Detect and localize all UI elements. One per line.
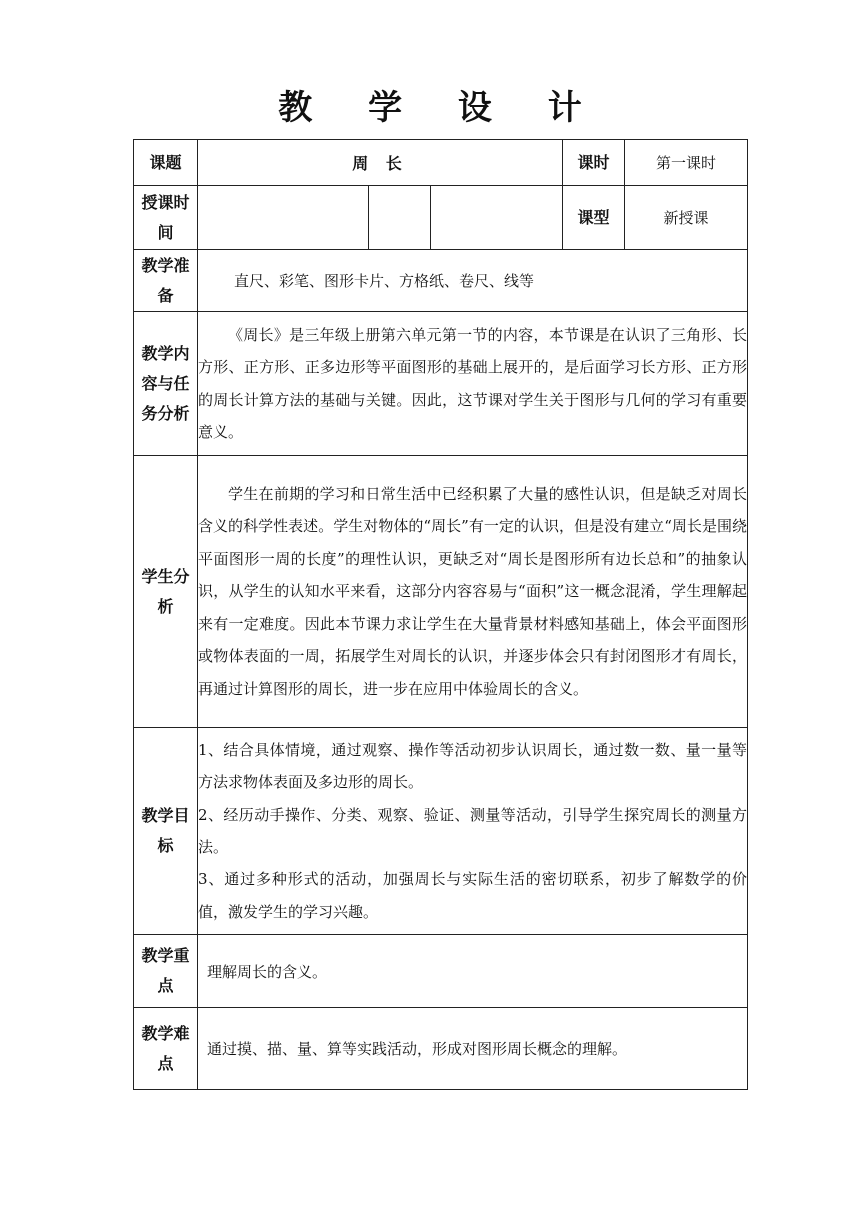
goal-item: 1、结合具体情境，通过观察、操作等活动初步认识周长，通过数一数、量一量等方法求物体表面及多边形的周长。 <box>198 740 747 792</box>
row-goals <box>134 728 748 935</box>
row-time <box>134 186 748 250</box>
period-value: 第一课时 <box>625 140 748 186</box>
row-student <box>134 456 748 728</box>
time-label: 授课时间 <box>134 186 198 250</box>
topic-value: 周 长 <box>198 140 563 186</box>
goal-list <box>198 728 748 935</box>
row-content <box>134 312 748 456</box>
key-text: 理解周长的含义。 <box>198 935 748 1008</box>
period-label: 课时 <box>563 140 625 186</box>
goal-label: 教学目标 <box>134 728 198 935</box>
row-key <box>134 935 748 1008</box>
difficulty-text: 通过摸、描、量、算等实践活动，形成对图形周长概念的理解。 <box>198 1008 748 1090</box>
row-prep <box>134 250 748 312</box>
row-topic <box>134 140 748 186</box>
type-label: 课型 <box>563 186 625 250</box>
goal-item: 2、经历动手操作、分类、观察、验证、测量等活动，引导学生探究周长的测量方法。 <box>198 805 747 856</box>
goal-item: 3、通过多种形式的活动，加强周长与实际生活的密切联系，初步了解数学的价值，激发学生的学习兴趣。 <box>198 870 747 921</box>
document-title: 教 学 设 计 <box>278 88 604 128</box>
topic-label: 课题 <box>134 140 198 186</box>
prep-text: 直尺、彩笔、图形卡片、方格纸、卷尺、线等 <box>198 250 748 312</box>
content-label: 教学内容与任务分析 <box>134 312 198 456</box>
student-label: 学生分析 <box>134 456 198 728</box>
time-cell-3 <box>431 186 563 250</box>
key-label: 教学重点 <box>134 935 198 1008</box>
prep-label: 教学准备 <box>134 250 198 312</box>
difficulty-label: 教学难点 <box>134 1008 198 1090</box>
content-text: 《周长》是三年级上册第六单元第一节的内容，本节课是在认识了三角形、长方形、正方形、正多边形等平面图形的基础上展开的，是后面学习长方形、正方形的周长计算方法的基础与关键。因此，这节课对学生关于图形与几何的学习有重要意义。 <box>198 312 748 456</box>
type-value: 新授课 <box>625 186 748 250</box>
time-cell-1 <box>198 186 369 250</box>
row-difficulty <box>134 1008 748 1090</box>
time-cell-2 <box>369 186 431 250</box>
lesson-plan-table <box>133 139 748 1090</box>
student-text: 学生在前期的学习和日常生活中已经积累了大量的感性认识，但是缺乏对周长含义的科学性表述。学生对物体的“周长”有一定的认识，但是没有建立“周长是围绕平面图形一周的长度”的理性认识，更缺乏对“周长是图形所有边长总和”的抽象认识，从学生的认知水平来看，这部分内容容易与“面积”这一概念混淆，学生理解起来有一定难度。因此本节课力求让学生在大量背景材料感知基础上，体会平面图形或物体表面的一周，拓展学生对周长的认识，并逐步体会只有封闭图形才有周长，再通过计算图形的周长，进一步在应用中体验周长的含义。 <box>198 456 748 728</box>
